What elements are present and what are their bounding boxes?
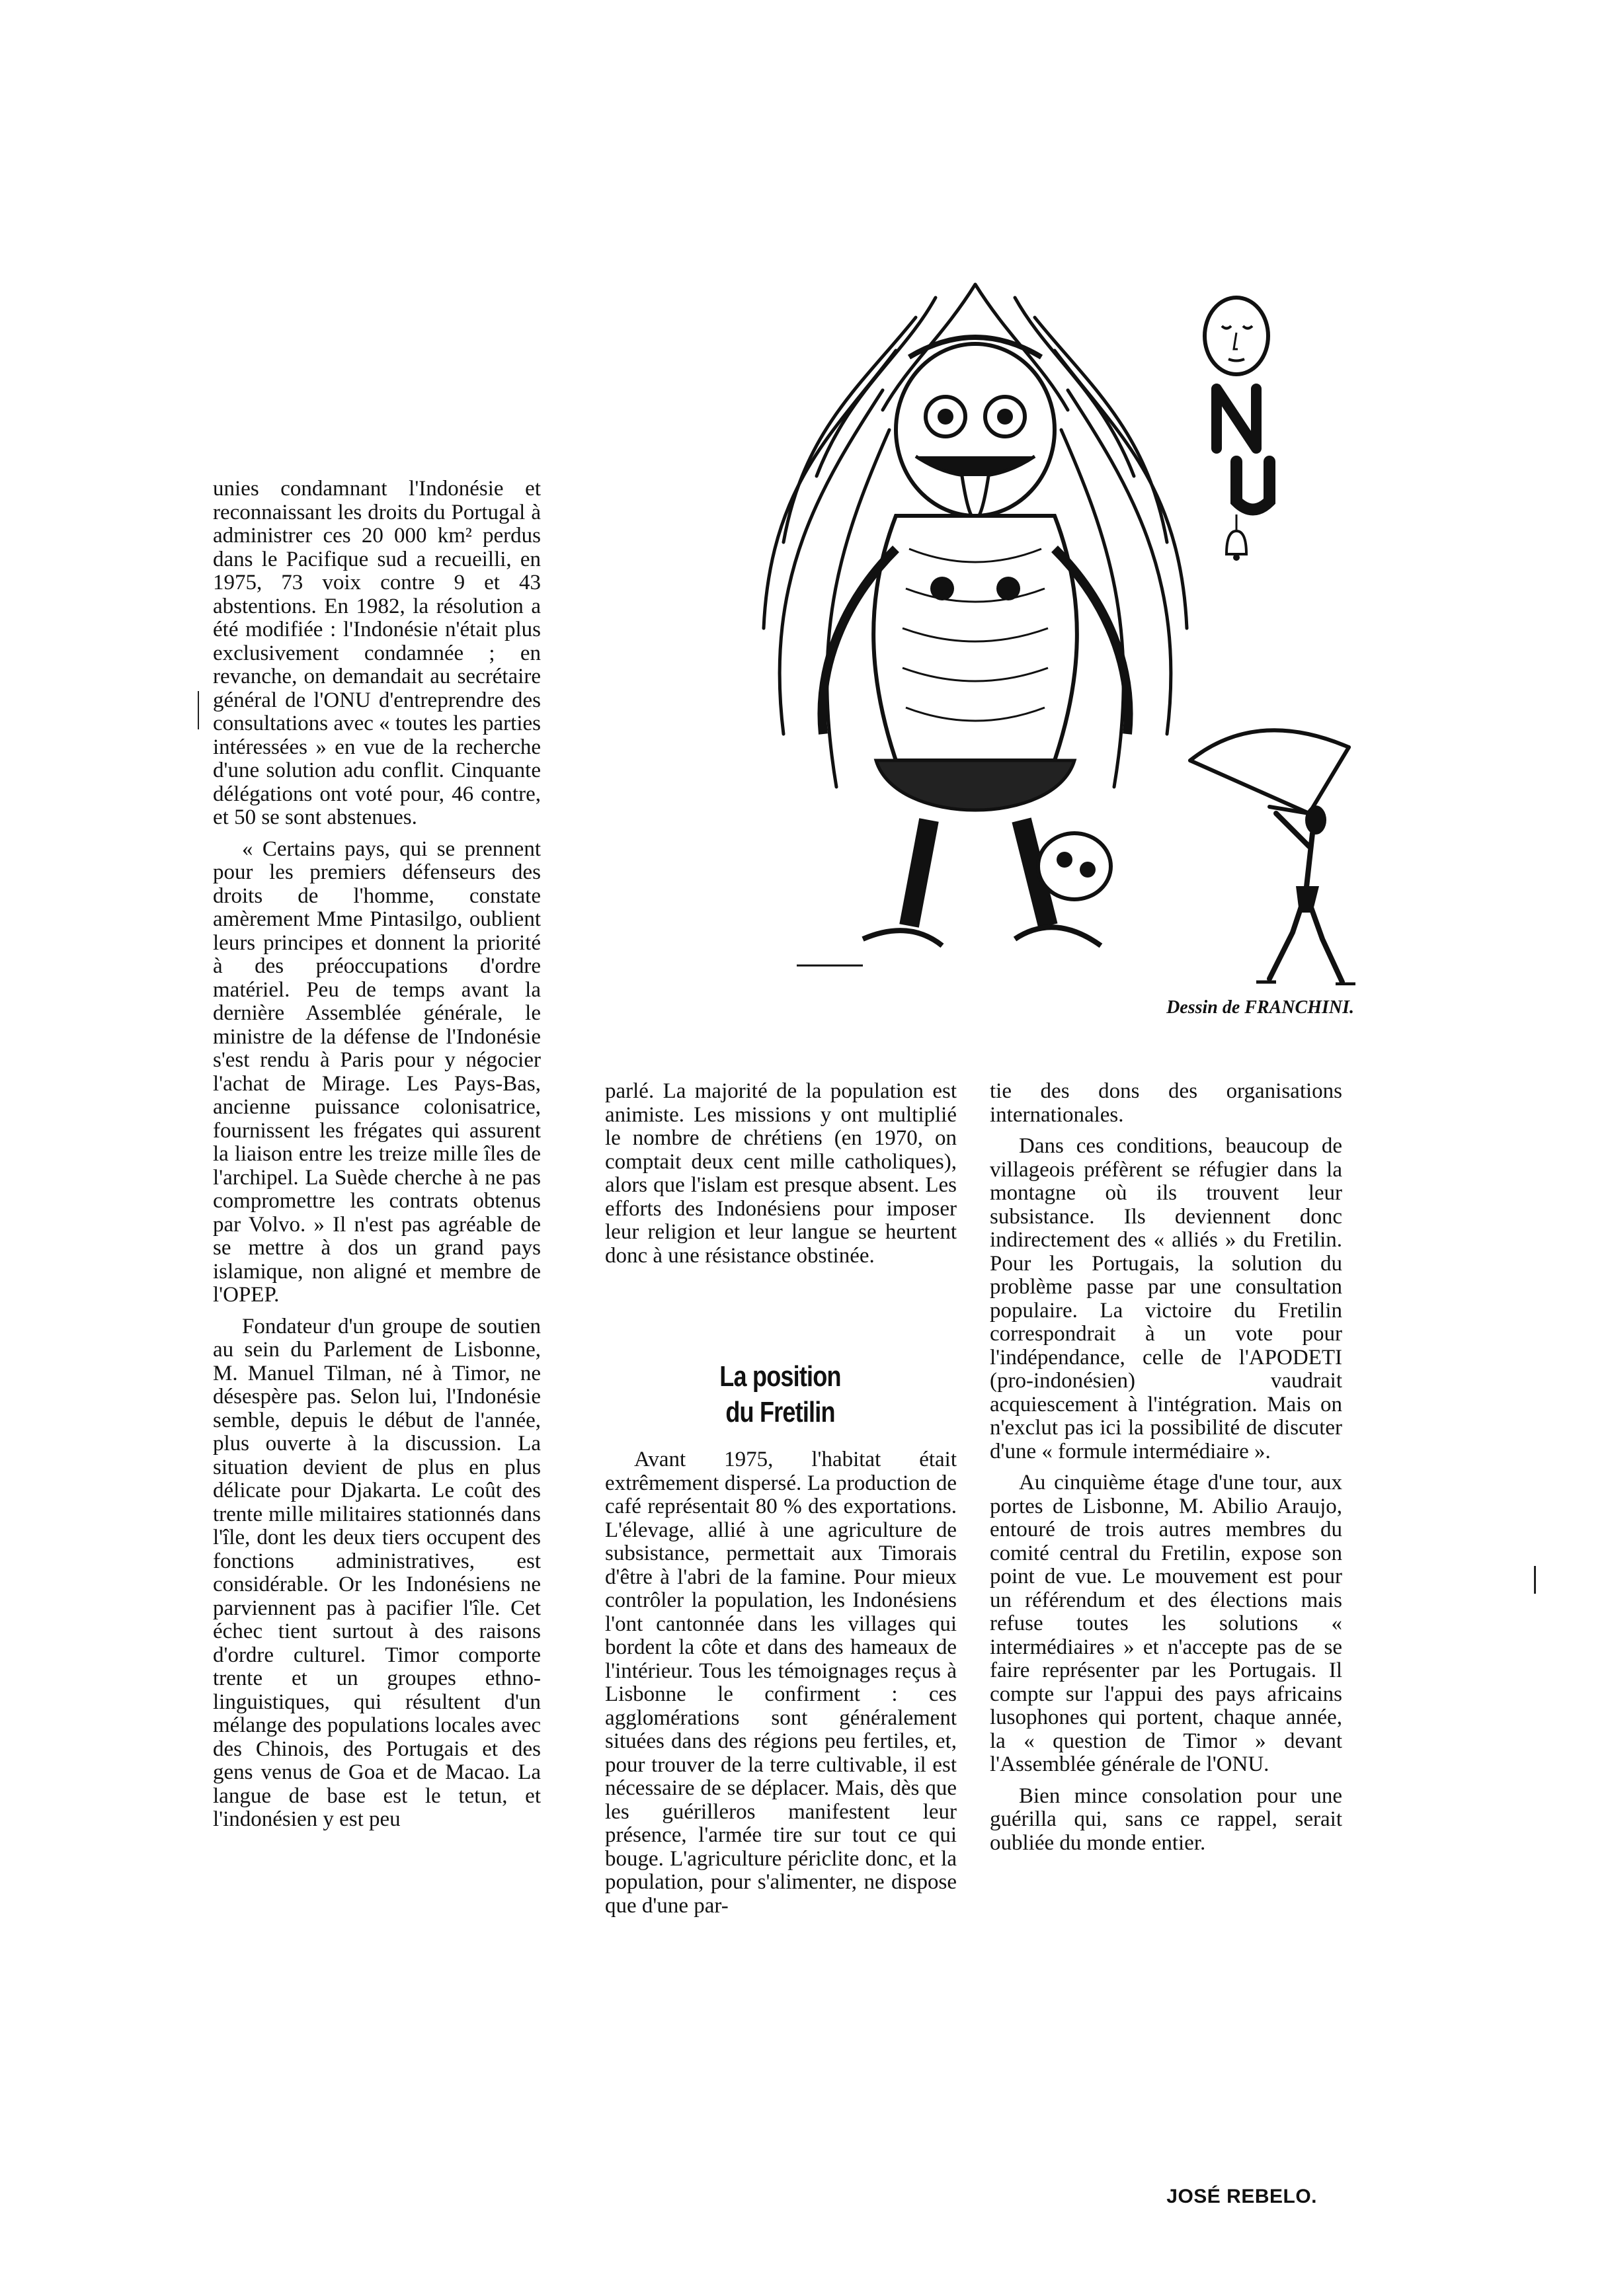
paragraph: « Certains pays, qui se prennent pour les premiers défenseurs des droits de l'homme, constate amèrement Mme Pintasilgo, oublient leurs principes et donnent la priorité à des préoccupations d'ordre matériel. Peu de temps avant la dernière Assemblée générale, le ministre de la défense de l'Indonésie s'est rendu à Paris pour y négocier l'achat de Mirage. Les Pays-Bas, ancienne puissance colonisatrice, fournissent les frégates qui assurent la liaison entre les treize mille îles de l'archipel. La Suède cherche à ne pas compromettre les contrats obtenus par Volvo. » Il n'est pas agréable de se mettre à dos un grand pays islamique, non aligné et membre de l'OPEP.: [213, 837, 541, 1307]
article-column-2: [605, 1080, 957, 1276]
paragraph: Au cinquième étage d'une tour, aux portes de Lisbonne, M. Abilio Araujo, entouré de trois autres membres du comité central du Fretilin, expose son point de vue. Le mouvement est pour un référendum et des élections mais refuse toutes les solutions « intermédiaires » et n'accepte pas de se faire représenter par les Portugais. Il compte sur l'appui des pays africains lusophones qui portent, chaque année, la « question de Timor » devant l'Assemblée générale de l'ONU.: [990, 1471, 1342, 1776]
paragraph: Avant 1975, l'habitat était extrêmement dispersé. La production de café représentait 80 % des exportations. L'élevage, allié à une agriculture de subsistance, permettait aux Timorais d'être à l'abri de la famine. Pour mieux contrôler la population, les Indonésiens l'ont cantonnée dans les villages qui bordent la côte et dans des hameaux de l'intérieur. Tous les témoignages reçus à Lisbonne le confirment : ces agglomérations sont généralement situées dans des régions peu fertiles, et, pour trouver de la terre cultivable, il est nécessaire de se déplacer. Mais, dès que les guérilleros manifestent leur présence, l'armée tire sur tout ce qui bouge. L'agriculture périclite donc, et la population, pour s'alimenter, ne dispose que d'une par-: [605, 1448, 957, 1918]
article-column-2-continued: [605, 1448, 957, 1926]
paragraph: tie des dons des organisations internationales.: [990, 1079, 1342, 1127]
onu-illustration: [1190, 290, 1296, 567]
paragraph: Dans ces conditions, beaucoup de villageois préfèrent se réfugier dans la montagne où ils trouvent leur subsistance. Ils deviennent donc indirectement des « alliés » du Fretilin. Pour les Portugais, la solution du problème passe par une consultation populaire. La victoire du Fretilin correspondrait à un vote pour l'indépendance, celle de l'APODETI (pro-indonésien) vaudrait acquiescement à l'intégration. Mais on n'exclut pas ici la possibilité de discuter d'une « formule intermédiaire ».: [990, 1134, 1342, 1463]
paragraph: Fondateur d'un groupe de soutien au sein du Parlement de Lisbonne, M. Manuel Tilman, né à Timor, ne désespère pas. Selon lui, l'Indonésie semble, depuis le début de l'année, plus ouverte à la discussion. La situation devient de plus en plus délicate pour Djakarta. Le coût des trente mille militaires stationnés dans l'île, dont les deux tiers occupent des fonctions administratives, est considérable. Or les Indonésiens ne parviennent pas à pacifier l'île. Cet échec tient surtout à des raisons d'ordre culturel. Timor comporte trente et un groupes ethno-linguistiques, qui résultent d'un mélange des populations locales avec des Chinois, des Portugais et des gens venus de Goa et de Macao. La langue de base est le tetun, et l'indonésien y est peu: [213, 1314, 541, 1831]
article-column-1: [213, 477, 541, 1840]
section-heading-line: du Fretilin: [725, 1396, 835, 1428]
illustration-caption: Dessin de FRANCHINI.: [1166, 997, 1354, 1018]
section-heading: [694, 1359, 867, 1430]
section-heading-line: La position: [719, 1360, 841, 1393]
margin-mark: [198, 691, 199, 729]
margin-mark: [1534, 1566, 1536, 1594]
archer-illustration: [1177, 721, 1395, 985]
article-column-3: [990, 1080, 1342, 1863]
author-signature: JOSÉ REBELO.: [1166, 2186, 1317, 2207]
paragraph: Bien mince consolation pour une guérilla qui, sans ce rappel, serait oubliée du monde entier.: [990, 1784, 1342, 1855]
paragraph: unies condamnant l'Indonésie et reconnaissant les droits du Portugal à administrer ces 20 000 km² perdus dans le Pacifique sud a recueilli, en 1975, 73 voix contre 9 et 43 abstentions. En 1982, la résolution a été modifiée : l'Indonésie n'était plus exclusivement condamnée ; en revanche, on demandait au secrétaire général de l'ONU d'entreprendre des consultations avec « toutes les parties intéressées » en vue de la recherche d'une solution adu conflit. Cinquante délégations ont voté pour, 46 contre, et 50 se sont abstenues.: [213, 477, 541, 829]
paragraph: parlé. La majorité de la population est animiste. Les missions y ont multiplié le nombre de chrétiens (en 1970, on comptait deux cent mille catholiques), alors que l'islam est presque absent. Les efforts des Indonésiens pour imposer leur religion et leur langue se heurtent donc à une résistance obstinée.: [605, 1079, 957, 1268]
demon-illustration: [744, 258, 1207, 992]
